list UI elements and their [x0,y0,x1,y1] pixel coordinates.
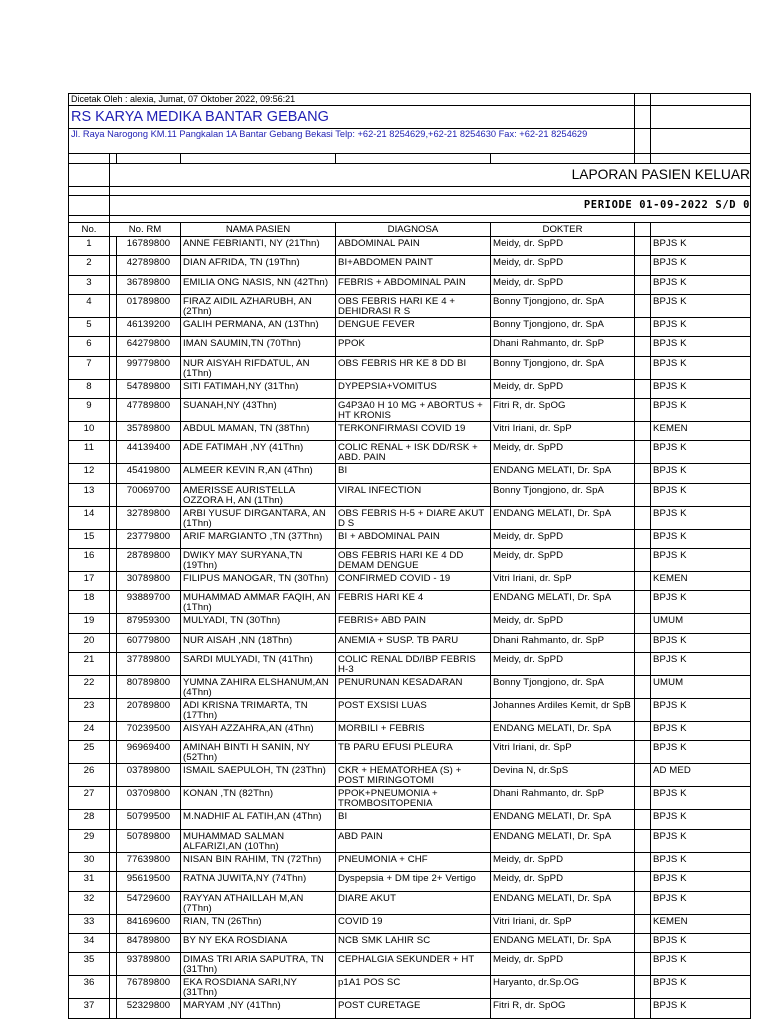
report-title: LAPORAN PASIEN KELUAR [110,164,751,187]
diagnosis: OBS FEBRIS HARI KE 4 + DEHIDRASI R S [336,295,491,318]
row-number: 21 [69,653,110,676]
doctor: Meidy, dr. SpPD [491,852,635,871]
table-row [69,506,751,529]
doctor: Meidy, dr. SpPD [491,379,635,398]
doctor: Meidy, dr. SpPD [491,872,635,891]
doctor: ENDANG MELATI, Dr. SpA [491,933,635,952]
diagnosis: COLIC RENAL + ISK DD/RSK + ABD. PAIN [336,441,491,464]
medical-record-number: 03709800 [117,787,181,810]
doctor: ENDANG MELATI, Dr. SpA [491,829,635,852]
table-row [69,633,751,652]
patient-name: DIAN AFRIDA, TN (19Thn) [181,256,336,275]
patient-name: RIAN, TN (26Thn) [181,914,336,933]
diagnosis: OBS FEBRIS HARI KE 4 DD DEMAM DENGUE [336,549,491,572]
table-header [69,223,751,237]
payer: BPJS K [651,256,751,275]
table-row [69,676,751,699]
payer: BPJS K [651,441,751,464]
table-row [69,441,751,464]
doctor: Bonny Tjongjono, dr. SpA [491,483,635,506]
table-row [69,810,751,829]
patient-name: BY NY EKA ROSDIANA [181,933,336,952]
doctor: Bonny Tjongjono, dr. SpA [491,356,635,379]
doctor: Vitri Iriani, dr. SpP [491,914,635,933]
medical-record-number: 37789800 [117,653,181,676]
column-header-payer [651,223,751,237]
row-number: 23 [69,699,110,722]
doctor: Meidy, dr. SpPD [491,653,635,676]
table-row [69,829,751,852]
diagnosis: PPOK [336,337,491,356]
medical-record-number: 87959300 [117,614,181,633]
doctor: Meidy, dr. SpPD [491,614,635,633]
row-number: 12 [69,464,110,483]
row-number: 10 [69,422,110,441]
patient-name: FIRAZ AIDIL AZHARUBH, AN (2Thn) [181,295,336,318]
medical-record-number: 84169600 [117,914,181,933]
medical-record-number: 99779800 [117,356,181,379]
table-row [69,318,751,337]
diagnosis: ABDOMINAL PAIN [336,237,491,256]
doctor: Devina N, dr.SpS [491,764,635,787]
row-number: 19 [69,614,110,633]
table-row [69,891,751,914]
doctor: Vitri Iriani, dr. SpP [491,572,635,591]
medical-record-number: 93789800 [117,953,181,976]
row-number: 36 [69,976,110,999]
row-number: 32 [69,891,110,914]
doctor: ENDANG MELATI, Dr. SpA [491,506,635,529]
payer: BPJS K [651,549,751,572]
patient-name: EKA ROSDIANA SARI,NY (31Thn) [181,976,336,999]
medical-record-number: 76789800 [117,976,181,999]
payer: BPJS K [651,653,751,676]
diagnosis: MORBILI + FEBRIS [336,722,491,741]
diagnosis: G4P3A0 H 10 MG + ABORTUS + HT KRONIS [336,399,491,422]
medical-record-number: 54729600 [117,891,181,914]
patient-name: DIMAS TRI ARIA SAPUTRA, TN (31Thn) [181,953,336,976]
row-number: 25 [69,741,110,764]
patient-name: RAYYAN ATHAILLAH M,AN (7Thn) [181,891,336,914]
table-row [69,976,751,999]
row-number: 27 [69,787,110,810]
diagnosis: BI+ABDOMEN PAINT [336,256,491,275]
medical-record-number: 84789800 [117,933,181,952]
table-row [69,356,751,379]
payer: BPJS K [651,953,751,976]
patient-name: MUHAMMAD AMMAR FAQIH, AN (1Thn) [181,591,336,614]
patient-name: GALIH PERMANA, AN (13Thn) [181,318,336,337]
row-number: 4 [69,295,110,318]
table-row [69,275,751,294]
diagnosis: FEBRIS + ABDOMINAL PAIN [336,275,491,294]
diagnosis: OBS FEBRIS HR KE 8 DD BI [336,356,491,379]
table-row [69,422,751,441]
doctor: ENDANG MELATI, Dr. SpA [491,591,635,614]
row-number: 29 [69,829,110,852]
patient-name: FILIPUS MANOGAR, TN (30Thn) [181,572,336,591]
table-row [69,529,751,548]
column-header-doctor: DOKTER [491,223,635,237]
patient-name: IMAN SAUMIN,TN (70Thn) [181,337,336,356]
diagnosis: CEPHALGIA SEKUNDER + HT [336,953,491,976]
report-sheet [68,93,751,1012]
payer: KEMEN [651,422,751,441]
diagnosis: POST CURETAGE [336,999,491,1018]
report-period: PERIODE 01-09-2022 S/D 0 [110,196,751,216]
patient-name: SARDI MULYADI, TN (41Thn) [181,653,336,676]
row-number: 35 [69,953,110,976]
row-number: 31 [69,872,110,891]
row-number: 18 [69,591,110,614]
payer: BPJS K [651,337,751,356]
medical-record-number: 28789800 [117,549,181,572]
medical-record-number: 70069700 [117,483,181,506]
doctor: Dhani Rahmanto, dr. SpP [491,633,635,652]
doctor: Meidy, dr. SpPD [491,256,635,275]
diagnosis: CKR + HEMATORHEA (S) + POST MIRINGOTOMI [336,764,491,787]
diagnosis: COLIC RENAL DD/IBP FEBRIS H-3 [336,653,491,676]
row-number: 14 [69,506,110,529]
table-row [69,699,751,722]
medical-record-number: 42789800 [117,256,181,275]
diagnosis: p1A1 POS SC [336,976,491,999]
table-row [69,933,751,952]
patient-name: MUHAMMAD SALMAN ALFARIZI,AN (10Thn) [181,829,336,852]
doctor: ENDANG MELATI, Dr. SpA [491,891,635,914]
row-number: 1 [69,237,110,256]
diagnosis: ANEMIA + SUSP. TB PARU [336,633,491,652]
payer: KEMEN [651,914,751,933]
payer: BPJS K [651,976,751,999]
diagnosis: TB PARU EFUSI PLEURA [336,741,491,764]
payer: BPJS K [651,356,751,379]
diagnosis: FEBRIS+ ABD PAIN [336,614,491,633]
payer: BPJS K [651,722,751,741]
diagnosis: DIARE AKUT [336,891,491,914]
row-number: 6 [69,337,110,356]
medical-record-number: 36789800 [117,275,181,294]
medical-record-number: 64279800 [117,337,181,356]
doctor: Dhani Rahmanto, dr. SpP [491,787,635,810]
diagnosis: PNEUMONIA + CHF [336,852,491,871]
payer: BPJS K [651,591,751,614]
medical-record-number: 44139400 [117,441,181,464]
row-number: 26 [69,764,110,787]
payer: AD MED [651,764,751,787]
diagnosis: NCB SMK LAHIR SC [336,933,491,952]
diagnosis: Dyspepsia + DM tipe 2+ Vertigo [336,872,491,891]
row-number: 17 [69,572,110,591]
table-row [69,787,751,810]
row-number: 24 [69,722,110,741]
table-row [69,852,751,871]
patient-name: SITI FATIMAH,NY (31Thn) [181,379,336,398]
doctor: ENDANG MELATI, Dr. SpA [491,810,635,829]
medical-record-number: 03789800 [117,764,181,787]
row-number: 16 [69,549,110,572]
payer: BPJS K [651,506,751,529]
row-number: 34 [69,933,110,952]
payer: BPJS K [651,699,751,722]
payer: BPJS K [651,852,751,871]
payer: BPJS K [651,464,751,483]
payer: BPJS K [651,529,751,548]
diagnosis: DYPEPSIA+VOMITUS [336,379,491,398]
medical-record-number: 52329800 [117,999,181,1018]
patient-name: ADI KRISNA TRIMARTA, TN (17Thn) [181,699,336,722]
doctor: Meidy, dr. SpPD [491,441,635,464]
medical-record-number: 60779800 [117,633,181,652]
table-row [69,237,751,256]
table-row [69,914,751,933]
doctor: Vitri Iriani, dr. SpP [491,741,635,764]
medical-record-number: 16789800 [117,237,181,256]
medical-record-number: 46139200 [117,318,181,337]
patient-name: MARYAM ,NY (41Thn) [181,999,336,1018]
patient-name: NISAN BIN RAHIM, TN (72Thn) [181,852,336,871]
table-row [69,591,751,614]
row-number: 3 [69,275,110,294]
patient-name: RATNA JUWITA,NY (74Thn) [181,872,336,891]
medical-record-number: 45419800 [117,464,181,483]
patient-name: ARIF MARGIANTO ,TN (37Thn) [181,529,336,548]
diagnosis: FEBRIS HARI KE 4 [336,591,491,614]
doctor: Bonny Tjongjono, dr. SpA [491,318,635,337]
patient-name: NUR AISYAH RIFDATUL, AN (1Thn) [181,356,336,379]
diagnosis: ABD PAIN [336,829,491,852]
payer: BPJS K [651,741,751,764]
row-number: 13 [69,483,110,506]
medical-record-number: 96969400 [117,741,181,764]
table-row [69,572,751,591]
payer: BPJS K [651,999,751,1018]
doctor: Meidy, dr. SpPD [491,549,635,572]
printed-by: Dicetak Oleh : alexia, Jumat, 07 Oktober 2022, 09:56:21 [69,94,635,106]
patient-name: ALMEER KEVIN R,AN (4Thn) [181,464,336,483]
doctor: Meidy, dr. SpPD [491,529,635,548]
row-number: 11 [69,441,110,464]
patient-name: AMERISSE AURISTELLA OZZORA H, AN (1Thn) [181,483,336,506]
row-number: 33 [69,914,110,933]
row-number: 8 [69,379,110,398]
patient-name: MULYADI, TN (30Thn) [181,614,336,633]
diagnosis: COVID 19 [336,914,491,933]
diagnosis: VIRAL INFECTION [336,483,491,506]
patient-name: ARBI YUSUF DIRGANTARA, AN (1Thn) [181,506,336,529]
medical-record-number: 47789800 [117,399,181,422]
diagnosis: BI [336,464,491,483]
hospital-name: RS KARYA MEDIKA BANTAR GEBANG [69,106,635,129]
medical-record-number: 95619500 [117,872,181,891]
medical-record-number: 23779800 [117,529,181,548]
row-number: 7 [69,356,110,379]
table-row [69,337,751,356]
payer: UMUM [651,614,751,633]
payer: BPJS K [651,379,751,398]
diagnosis: TERKONFIRMASI COVID 19 [336,422,491,441]
doctor: Dhani Rahmanto, dr. SpP [491,337,635,356]
medical-record-number: 70239500 [117,722,181,741]
table-row [69,379,751,398]
diagnosis: BI [336,810,491,829]
table-row [69,464,751,483]
table-row [69,614,751,633]
medical-record-number: 35789800 [117,422,181,441]
patient-name: EMILIA ONG NASIS, NN (42Thn) [181,275,336,294]
medical-record-number: 50799500 [117,810,181,829]
table-row [69,399,751,422]
payer: BPJS K [651,829,751,852]
column-header-diagnosis: DIAGNOSA [336,223,491,237]
diagnosis: DENGUE FEVER [336,318,491,337]
patient-name: ADE FATIMAH ,NY (41Thn) [181,441,336,464]
doctor: Haryanto, dr.Sp.OG [491,976,635,999]
payer: BPJS K [651,237,751,256]
medical-record-number: 01789800 [117,295,181,318]
table-row [69,741,751,764]
medical-record-number: 80789800 [117,676,181,699]
diagnosis: PENURUNAN KESADARAN [336,676,491,699]
medical-record-number: 54789800 [117,379,181,398]
payer: BPJS K [651,633,751,652]
payer: BPJS K [651,295,751,318]
diagnosis: BI + ABDOMINAL PAIN [336,529,491,548]
patient-name: DWIKY MAY SURYANA,TN (19Thn) [181,549,336,572]
table-row [69,764,751,787]
payer: UMUM [651,676,751,699]
column-header-rm: No. RM [110,223,181,237]
hospital-address: Jl. Raya Narogong KM.11 Pangkalan 1A Bantar Gebang Bekasi Telp: +62-21 8254629,+62-21 8254630 Fax: +62-21 8254629 [69,129,635,154]
patient-name: KONAN ,TN (82Thn) [181,787,336,810]
medical-record-number: 50789800 [117,829,181,852]
doctor: Meidy, dr. SpPD [491,237,635,256]
patient-name: AMINAH BINTI H SANIN, NY (52Thn) [181,741,336,764]
doctor: Bonny Tjongjono, dr. SpA [491,295,635,318]
doctor: Meidy, dr. SpPD [491,275,635,294]
row-number: 22 [69,676,110,699]
doctor: Vitri Iriani, dr. SpP [491,422,635,441]
payer: BPJS K [651,275,751,294]
row-number: 15 [69,529,110,548]
diagnosis: OBS FEBRIS H-5 + DIARE AKUT D S [336,506,491,529]
row-number: 2 [69,256,110,275]
patient-name: AISYAH AZZAHRA,AN (4Thn) [181,722,336,741]
medical-record-number: 77639800 [117,852,181,871]
medical-record-number: 93889700 [117,591,181,614]
doctor: ENDANG MELATI, Dr. SpA [491,722,635,741]
doctor: Fitri R, dr. SpOG [491,399,635,422]
patient-name: ABDUL MAMAN, TN (38Thn) [181,422,336,441]
payer: BPJS K [651,399,751,422]
patient-name: M.NADHIF AL FATIH,AN (4Thn) [181,810,336,829]
payer: KEMEN [651,572,751,591]
payer: BPJS K [651,933,751,952]
table-row [69,653,751,676]
doctor: Bonny Tjongjono, dr. SpA [491,676,635,699]
patient-name: SUANAH,NY (43Thn) [181,399,336,422]
row-number: 9 [69,399,110,422]
table-row [69,872,751,891]
doctor: Johannes Ardiles Kemit, dr SpB [491,699,635,722]
patient-name: ISMAIL SAEPULOH, TN (23Thn) [181,764,336,787]
table-row [69,295,751,318]
table-row [69,483,751,506]
column-header-no: No. [69,223,110,237]
table-row [69,549,751,572]
payer: BPJS K [651,483,751,506]
doctor: ENDANG MELATI, Dr. SpA [491,464,635,483]
row-number: 5 [69,318,110,337]
row-number: 20 [69,633,110,652]
table-row [69,722,751,741]
diagnosis: POST EXSISI LUAS [336,699,491,722]
payer: BPJS K [651,810,751,829]
row-number: 37 [69,999,110,1018]
patient-name: YUMNA ZAHIRA ELSHANUM,AN (4Thn) [181,676,336,699]
row-number: 28 [69,810,110,829]
table-row [69,999,751,1018]
table-row [69,953,751,976]
payer: BPJS K [651,872,751,891]
row-number: 30 [69,852,110,871]
diagnosis: CONFIRMED COVID - 19 [336,572,491,591]
medical-record-number: 20789800 [117,699,181,722]
table-row [69,256,751,275]
medical-record-number: 32789800 [117,506,181,529]
doctor: Fitri R, dr. SpOG [491,999,635,1018]
patient-name: ANNE FEBRIANTI, NY (21Thn) [181,237,336,256]
payer: BPJS K [651,318,751,337]
diagnosis: PPOK+PNEUMONIA + TROMBOSITOPENIA [336,787,491,810]
patient-name: NUR AISAH ,NN (18Thn) [181,633,336,652]
medical-record-number: 30789800 [117,572,181,591]
doctor: Meidy, dr. SpPD [491,953,635,976]
payer: BPJS K [651,787,751,810]
report-table [68,93,751,1019]
column-header-name: NAMA PASIEN [181,223,336,237]
payer: BPJS K [651,891,751,914]
